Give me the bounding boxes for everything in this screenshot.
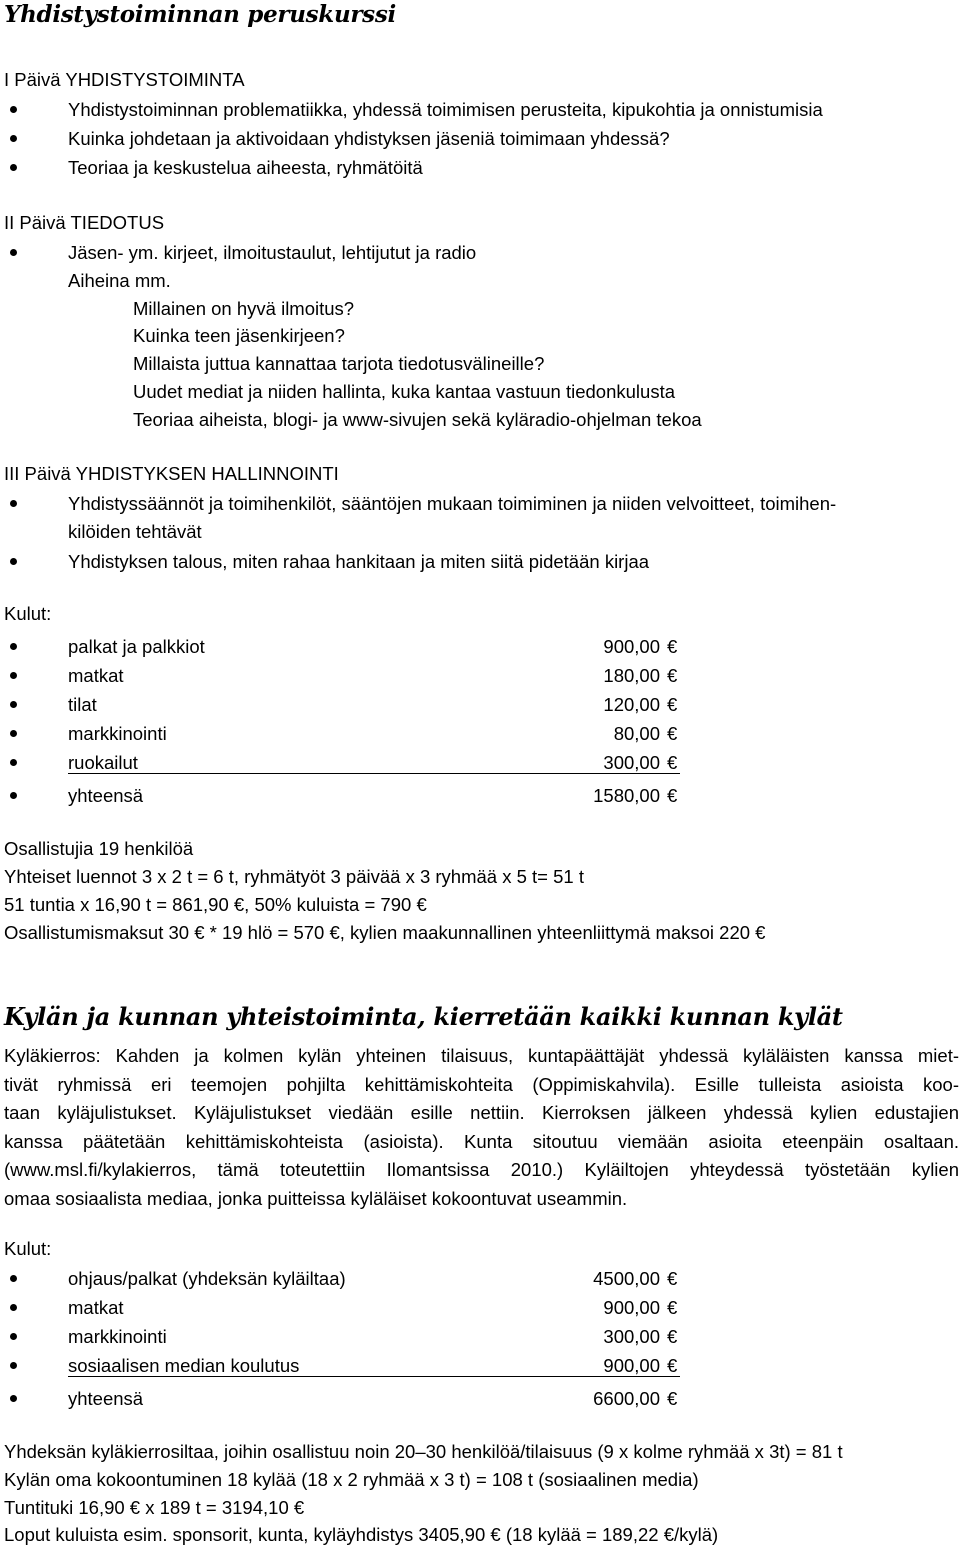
- cost-label: ohjaus/palkat (yhdeksän kyläiltaa): [68, 1268, 346, 1289]
- calc-line: Osallistumismaksut 30 € * 19 hlö = 570 €, kylien maakunnallinen yhteenliittymä maksoi 220 €: [4, 922, 766, 943]
- day1-item: Teoriaa ja keskustelua aiheesta, ryhmätöitä: [68, 157, 423, 178]
- cost-label: tilat: [68, 694, 97, 715]
- cost-label: ruokailut: [68, 752, 138, 773]
- day2-sub-item: Millaista juttua kannattaa tarjota tiedotusvälineille?: [133, 353, 545, 374]
- bullet-icon: [10, 1362, 17, 1369]
- day2-sub-item: Millainen on hyvä ilmoitus?: [133, 298, 355, 319]
- calc-line: Tuntituki 16,90 € x 189 t = 3194,10 €: [4, 1497, 305, 1518]
- euro-sign: €: [667, 636, 678, 657]
- bullet-icon: [10, 500, 17, 507]
- cost-total-amount: 6600,00: [593, 1388, 660, 1409]
- day1-heading: I Päivä YHDISTYSTOIMINTA: [4, 69, 245, 90]
- bullet-icon: [10, 759, 17, 766]
- day2-sub-heading: Aiheina mm.: [68, 270, 171, 291]
- cost-label: sosiaalisen median koulutus: [68, 1355, 300, 1376]
- village-tour-paragraph: [4, 1042, 959, 1213]
- day3-item-line: Yhdistyssäännöt ja toimihenkilöt, sääntöjen mukaan toimiminen ja niiden velvoitteet, toimihen-: [68, 493, 837, 514]
- paragraph-line: (www.msl.fi/kylakierros, tämä toteutettiin Ilomantsissa 2010.) Kyläiltojen yhteydessä työstetään kylien: [4, 1159, 959, 1180]
- cost-amount: 900,00: [603, 1297, 660, 1318]
- cost-amount: 300,00: [603, 752, 660, 773]
- cost-label: markkinointi: [68, 723, 167, 744]
- paragraph-line: Kyläkierros: Kahden ja kolmen kylän yhteinen tilaisuus, kuntapäättäjät yhdessä kyläläisten kanssa miet-: [4, 1045, 959, 1066]
- cost-label: markkinointi: [68, 1326, 167, 1347]
- cost-label: palkat ja palkkiot: [68, 636, 205, 657]
- euro-sign: €: [667, 1355, 678, 1376]
- calc-line: Kylän oma kokoontuminen 18 kylää (18 x 2 ryhmää x 3 t) = 108 t (sosiaalinen media): [4, 1469, 699, 1490]
- euro-sign: €: [667, 723, 678, 744]
- costs2-heading: Kulut:: [4, 1238, 52, 1259]
- cost-amount: 120,00: [603, 694, 660, 715]
- euro-sign: €: [667, 1388, 678, 1409]
- day3-heading: III Päivä YHDISTYKSEN HALLINNOINTI: [4, 463, 339, 484]
- sum-underline: [68, 1376, 680, 1377]
- euro-sign: €: [667, 694, 678, 715]
- calc-line: Yhdeksän kyläkierrosiltaa, joihin osallistuu noin 20–30 henkilöä/tilaisuus (9 x kolme ryhmää x 3t) = 81 t: [4, 1441, 843, 1462]
- bullet-icon: [10, 1395, 17, 1402]
- paragraph-line: kanssa päätetään kehittämiskohteista (asioista). Kunta sitoutuu viemään asioita eteenpäin osaltaan.: [4, 1130, 959, 1152]
- calc-line: Osallistujia 19 henkilöä: [4, 838, 194, 859]
- cost-amount: 900,00: [603, 636, 660, 657]
- euro-sign: €: [667, 1268, 678, 1289]
- course-title: Yhdistystoiminnan peruskurssi: [4, 1, 396, 28]
- day2-sub-item: Kuinka teen jäsenkirjeen?: [133, 325, 345, 346]
- bullet-icon: [10, 1304, 17, 1311]
- bullet-icon: [10, 558, 17, 565]
- section-title: Kylän ja kunnan yhteistoiminta, kierretään kaikki kunnan kylät: [4, 1002, 843, 1031]
- day3-item: Yhdistyksen talous, miten rahaa hankitaan ja miten siitä pidetään kirjaa: [68, 551, 650, 572]
- bullet-icon: [10, 135, 17, 142]
- cost-amount: 900,00: [603, 1355, 660, 1376]
- cost-total-label: yhteensä: [68, 1388, 144, 1409]
- day1-item: Kuinka johdetaan ja aktivoidaan yhdistyksen jäseniä toimimaan yhdessä?: [68, 128, 670, 149]
- costs1-heading: Kulut:: [4, 603, 52, 624]
- cost-amount: 4500,00: [593, 1268, 660, 1289]
- bullet-icon: [10, 701, 17, 708]
- calc-line: 51 tuntia x 16,90 t = 861,90 €, 50% kuluista = 790 €: [4, 894, 427, 915]
- sum-underline: [68, 773, 680, 774]
- bullet-icon: [10, 164, 17, 171]
- paragraph-line: omaa sosiaalista mediaa, jonka puitteissa kyläläiset kokoontuvat useammin.: [4, 1187, 628, 1209]
- calc-line: Yhteiset luennot 3 x 2 t = 6 t, ryhmätyöt 3 päivää x 3 ryhmää x 5 t= 51 t: [4, 866, 584, 887]
- cost-amount: 80,00: [613, 723, 660, 744]
- bullet-icon: [10, 106, 17, 113]
- bullet-icon: [10, 672, 17, 679]
- euro-sign: €: [667, 665, 678, 686]
- cost-total-amount: 1580,00: [593, 785, 660, 806]
- day3-item-line: kilöiden tehtävät: [68, 521, 202, 542]
- cost-label: matkat: [68, 665, 124, 686]
- euro-sign: €: [667, 1326, 678, 1347]
- day2-item: Jäsen- ym. kirjeet, ilmoitustaulut, lehtijutut ja radio: [68, 242, 477, 263]
- paragraph-line: tivät ryhmissä eri teemojen pohjilta kehittämiskohteita (Oppimiskahvila). Esille tulleista asioista koo-: [4, 1073, 959, 1095]
- bullet-icon: [10, 1333, 17, 1340]
- paragraph-line: taan kyläjulistukset. Kyläjulistukset viedään esille nettiin. Kierroksen jälkeen yhdessä kylien edustajien: [4, 1102, 959, 1123]
- cost-label: matkat: [68, 1297, 124, 1318]
- day2-sub-item: Teoriaa aiheista, blogi- ja www-sivujen sekä kyläradio-ohjelman tekoa: [133, 409, 702, 430]
- cost-amount: 300,00: [603, 1326, 660, 1347]
- euro-sign: €: [667, 785, 678, 806]
- calc-line: Loput kuluista esim. sponsorit, kunta, kyläyhdistys 3405,90 € (18 kylää = 189,22 €/kylä): [4, 1524, 719, 1545]
- cost-amount: 180,00: [603, 665, 660, 686]
- day2-heading: II Päivä TIEDOTUS: [4, 212, 165, 233]
- bullet-icon: [10, 730, 17, 737]
- day2-sub-item: Uudet mediat ja niiden hallinta, kuka kantaa vastuun tiedonkulusta: [133, 381, 675, 402]
- day1-item: Yhdistystoiminnan problematiikka, yhdessä toimimisen perusteita, kipukohtia ja onnistumisia: [68, 99, 823, 120]
- euro-sign: €: [667, 1297, 678, 1318]
- bullet-icon: [10, 1275, 17, 1282]
- bullet-icon: [10, 643, 17, 650]
- cost-total-label: yhteensä: [68, 785, 144, 806]
- bullet-icon: [10, 249, 17, 256]
- euro-sign: €: [667, 752, 678, 773]
- bullet-icon: [10, 792, 17, 799]
